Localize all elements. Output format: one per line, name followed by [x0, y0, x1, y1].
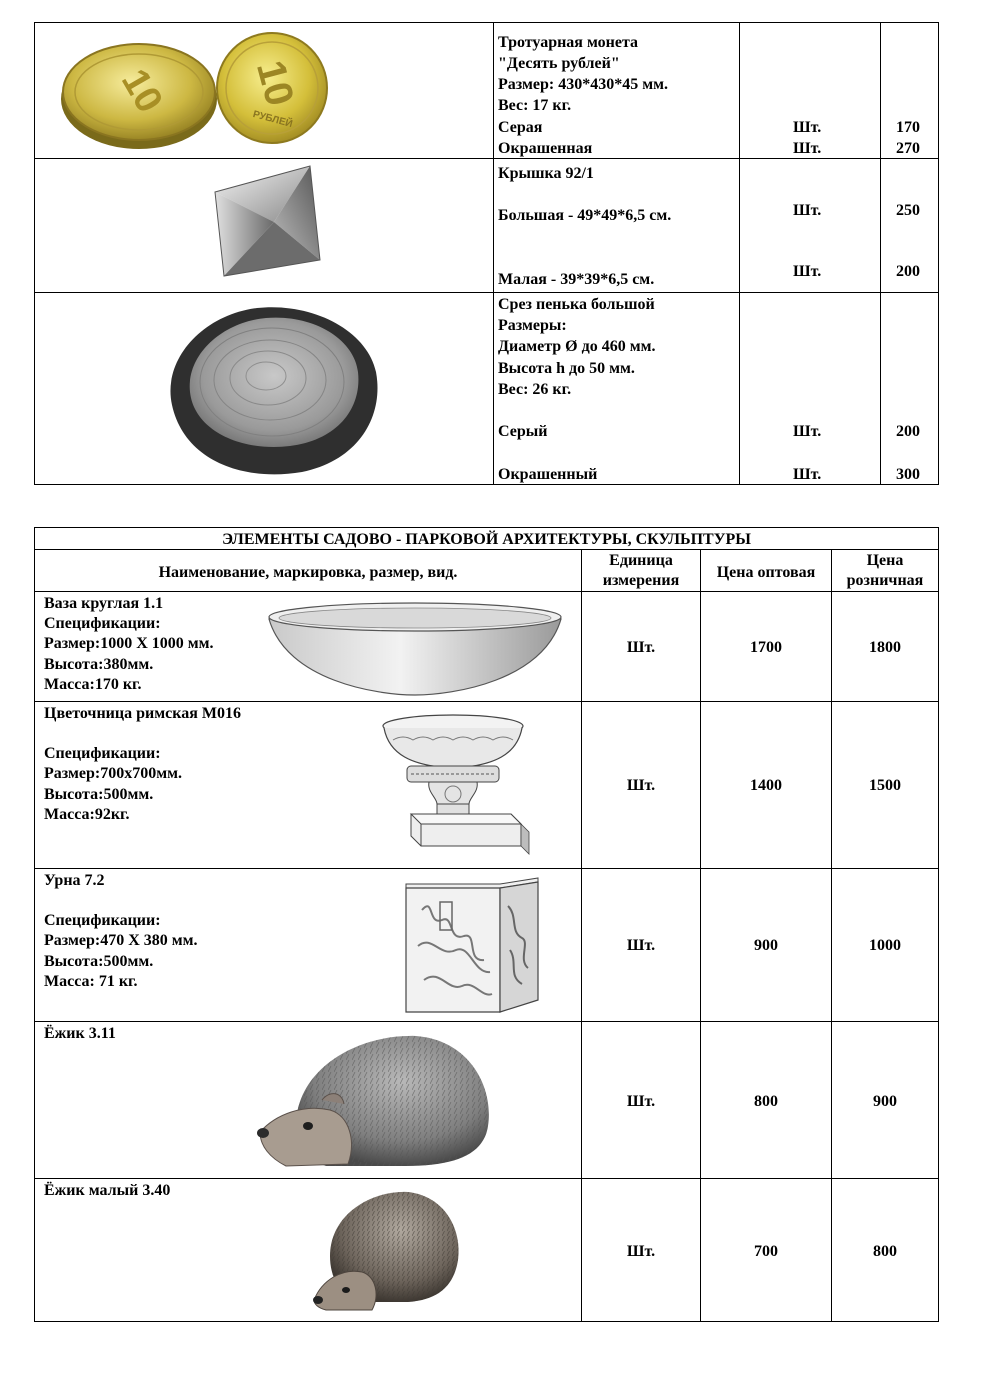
urn-mass: Масса: 71 кг. — [44, 973, 138, 990]
coin-price-2: 270 — [896, 140, 920, 157]
stump-weight: Вес: 26 кг. — [498, 381, 572, 398]
urn-image — [404, 876, 544, 1016]
planter-mass: Масса:92кг. — [44, 806, 130, 823]
vase-height: Высота:380мм. — [44, 656, 154, 673]
header-unit-line2: измерения — [602, 572, 680, 589]
coin-value-text: 10 — [112, 62, 171, 120]
urn-wholesale-price: 900 — [754, 937, 778, 954]
stump-price-1: 200 — [896, 423, 920, 440]
header-wholesale: Цена оптовая — [716, 564, 816, 581]
small-hedgehog-wholesale-price: 700 — [754, 1243, 778, 1260]
vase-unit: Шт. — [626, 639, 656, 656]
hedgehog-unit: Шт. — [626, 1093, 656, 1110]
coin-size: Размер: 430*430*45 мм. — [498, 76, 668, 93]
small-hedgehog-retail-price: 800 — [873, 1243, 897, 1260]
planter-wholesale-price: 1400 — [750, 777, 782, 794]
urn-retail-price: 1000 — [869, 937, 901, 954]
urn-title: Урна 7.2 — [44, 872, 105, 889]
header-retail-line1: Цена — [866, 552, 904, 569]
vase-spec-label: Спецификации: — [44, 615, 161, 632]
planter-title: Цветочница римская М016 — [44, 705, 241, 722]
vase-wholesale-price: 1700 — [750, 639, 782, 656]
coin-image — [60, 24, 300, 154]
stump-variant-painted: Окрашенный — [498, 466, 598, 483]
hedgehog-image — [256, 1030, 496, 1172]
stump-unit-1: Шт. — [793, 423, 822, 440]
stump-unit-2: Шт. — [793, 466, 822, 483]
small-hedgehog-title: Ёжик малый 3.40 — [44, 1182, 171, 1199]
coin-variant-painted: Окрашенная — [498, 140, 593, 157]
planter-image — [381, 714, 531, 856]
coin-word-text: РУБЛЕЙ — [251, 109, 294, 131]
small-hedgehog-unit: Шт. — [626, 1243, 656, 1260]
urn-size: Размер:470 Х 380 мм. — [44, 932, 198, 949]
coin-weight: Вес: 17 кг. — [498, 97, 572, 114]
planter-spec-label: Спецификации: — [44, 745, 161, 762]
vase-mass: Масса:170 кг. — [44, 676, 142, 693]
hedgehog-retail-price: 900 — [873, 1093, 897, 1110]
stump-diameter: Диаметр Ø до 460 мм. — [498, 338, 656, 355]
stump-sizes-label: Размеры: — [498, 317, 567, 334]
lid-unit-1: Шт. — [793, 202, 822, 219]
coin-value-text-2: 10 — [247, 56, 302, 111]
header-retail-line2: розничная — [846, 572, 924, 589]
lid-title: Крышка 92/1 — [498, 165, 594, 182]
stump-variant-grey: Серый — [498, 423, 548, 440]
coin-title-line1: Тротуарная монета — [498, 34, 639, 51]
stump-title: Срез пенька большой — [498, 296, 655, 313]
coin-title-line2: "Десять рублей" — [498, 55, 620, 72]
stump-height: Высота h до 50 мм. — [498, 360, 635, 377]
stump-price-2: 300 — [896, 466, 920, 483]
vase-title: Ваза круглая 1.1 — [44, 595, 164, 612]
planter-unit: Шт. — [626, 777, 656, 794]
planter-height: Высота:500мм. — [44, 786, 154, 803]
urn-height: Высота:500мм. — [44, 953, 154, 970]
vase-size: Размер:1000 Х 1000 мм. — [44, 635, 214, 652]
coin-unit-1: Шт. — [793, 119, 822, 136]
planter-retail-price: 1500 — [869, 777, 901, 794]
planter-size: Размер:700х700мм. — [44, 765, 182, 782]
lid-price-2: 200 — [896, 263, 920, 280]
vase-image — [267, 601, 563, 697]
urn-unit: Шт. — [626, 937, 656, 954]
coin-unit-2: Шт. — [793, 140, 822, 157]
lid-price-1: 250 — [896, 202, 920, 219]
coin-price-1: 170 — [896, 119, 920, 136]
lid-image — [212, 164, 324, 284]
lid-large-size: Большая - 49*49*6,5 см. — [498, 207, 672, 224]
header-name: Наименование, маркировка, размер, вид. — [158, 564, 458, 581]
coin-variant-grey: Серая — [498, 119, 543, 136]
stump-image — [162, 300, 382, 480]
lid-unit-2: Шт. — [793, 263, 822, 280]
header-unit-line1: Единица — [609, 552, 673, 569]
vase-retail-price: 1800 — [869, 639, 901, 656]
section-title: ЭЛЕМЕНТЫ САДОВО - ПАРКОВОЙ АРХИТЕКТУРЫ, СКУЛЬПТУРЫ — [222, 531, 751, 548]
small-hedgehog-image — [312, 1186, 462, 1316]
lid-small-size: Малая - 39*39*6,5 см. — [498, 271, 655, 288]
urn-spec-label: Спецификации: — [44, 912, 161, 929]
hedgehog-title: Ёжик 3.11 — [44, 1025, 116, 1042]
hedgehog-wholesale-price: 800 — [754, 1093, 778, 1110]
